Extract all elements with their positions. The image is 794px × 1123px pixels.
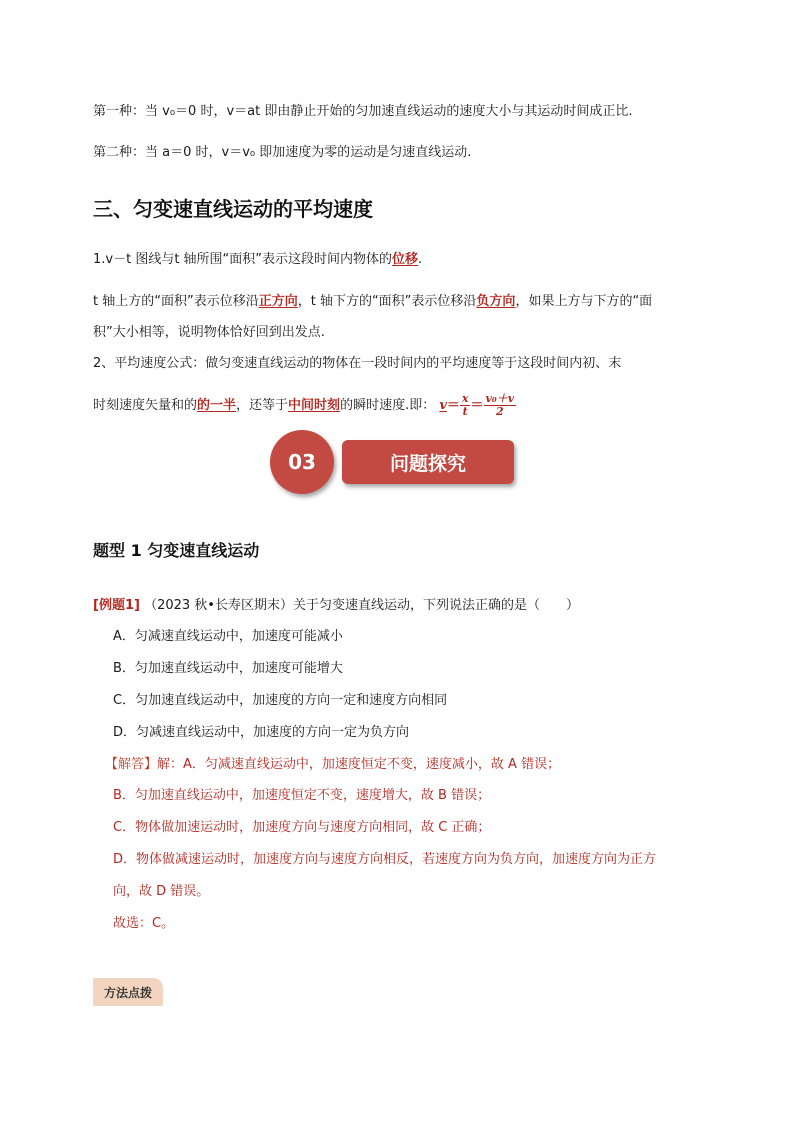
average-velocity-formula (439, 392, 516, 418)
point-1-text: 1.v－t 图线与t 轴所围“面积”表示这段时间内物体的 (93, 252, 393, 267)
section-banner (270, 430, 520, 496)
key-middle-moment: 中间时刻 (288, 398, 341, 413)
option-b: B．匀加速直线运动中，加速度可能增大 (113, 661, 343, 676)
section-title: 三、匀变速直线运动的平均速度 (93, 197, 373, 221)
option-c: C．匀加速直线运动中，加速度的方向一定和速度方向相同 (113, 693, 448, 708)
key-half: 的一半 (197, 398, 237, 413)
formula-eq-2: ＝ (470, 398, 484, 413)
point-1-end: . (418, 252, 423, 267)
key-negative-direction: 负方向 (476, 294, 516, 309)
avg-text-b: ，还等于 (236, 398, 289, 413)
answer-line-2: B．匀加速直线运动中，加速度恒定不变，速度增大，故 B 错误； (113, 788, 491, 803)
area-explanation-line-2: 积”大小相等，说明物体恰好回到出发点. (93, 325, 325, 340)
option-a: A．匀减速直线运动中，加速度可能减小 (113, 629, 343, 644)
paragraph-case-2: 第二种：当 a＝0 时，v＝v₀ 即加速度为零的运动是匀速直线运动. (93, 145, 472, 160)
method-tips-label: 方法点拨 (93, 978, 163, 1006)
answer-conclusion: 故选：C。 (113, 916, 175, 931)
answer-line-5: 向，故 D 错误。 (113, 884, 210, 899)
key-positive-direction: 正方向 (258, 294, 298, 309)
formula-frac-2: $\frac{\text{v₀＋v}}{2}$ (485, 392, 515, 418)
paragraph-case-1: 第一种：当 v₀＝0 时，v＝at 即由静止开始的匀加速直线运动的速度大小与其运动时间成正比. (93, 104, 633, 119)
answer-line-1: 【解答】解：A．匀减速直线运动中，加速度恒定不变，速度减小，故 A 错误； (105, 757, 561, 772)
formula-eq-1: ＝ (446, 398, 460, 413)
answer-tag: 【解答】 (105, 757, 158, 772)
section-number-badge: 03 (270, 430, 334, 494)
average-velocity-line-1: 2、平均速度公式：做匀变速直线运动的物体在一段时间内的平均速度等于这段时间内初、末 (93, 356, 622, 371)
area-text-c: ，如果上方与下方的“面 (515, 294, 653, 309)
example-stem (93, 597, 579, 615)
formula-frac-1: $\frac{x}{t}$ (461, 392, 469, 418)
example-question: （2023 秋•长寿区期末）关于匀变速直线运动，下列说法正确的是（ ） (144, 598, 579, 613)
option-d: D．匀减速直线运动中，加速度的方向一定为负方向 (113, 725, 410, 740)
answer-line-3: C．物体做加速运动时，加速度方向与速度方向相同，故 C 正确； (113, 820, 491, 835)
area-text-b: ，t 轴下方的“面积”表示位移沿 (297, 294, 477, 309)
area-text-a: t 轴上方的“面积”表示位移沿 (93, 294, 259, 309)
key-displacement: 位移 (392, 252, 419, 267)
avg-text-c: 的瞬时速度.即： (340, 398, 436, 413)
section-banner-label: 问题探究 (342, 440, 514, 484)
point-1 (93, 251, 422, 269)
area-explanation (93, 293, 652, 311)
example-tag: [例题1] (93, 598, 140, 613)
average-velocity-line-2 (93, 393, 516, 418)
answer-line-4: D．物体做减速运动时，加速度方向与速度方向相反，若速度方向为负方向，加速度方向为正方 (113, 852, 657, 867)
formula-v: v (439, 398, 447, 413)
avg-text-a: 时刻速度矢量和的 (93, 398, 198, 413)
question-type-title: 题型 1 匀变速直线运动 (93, 541, 260, 560)
